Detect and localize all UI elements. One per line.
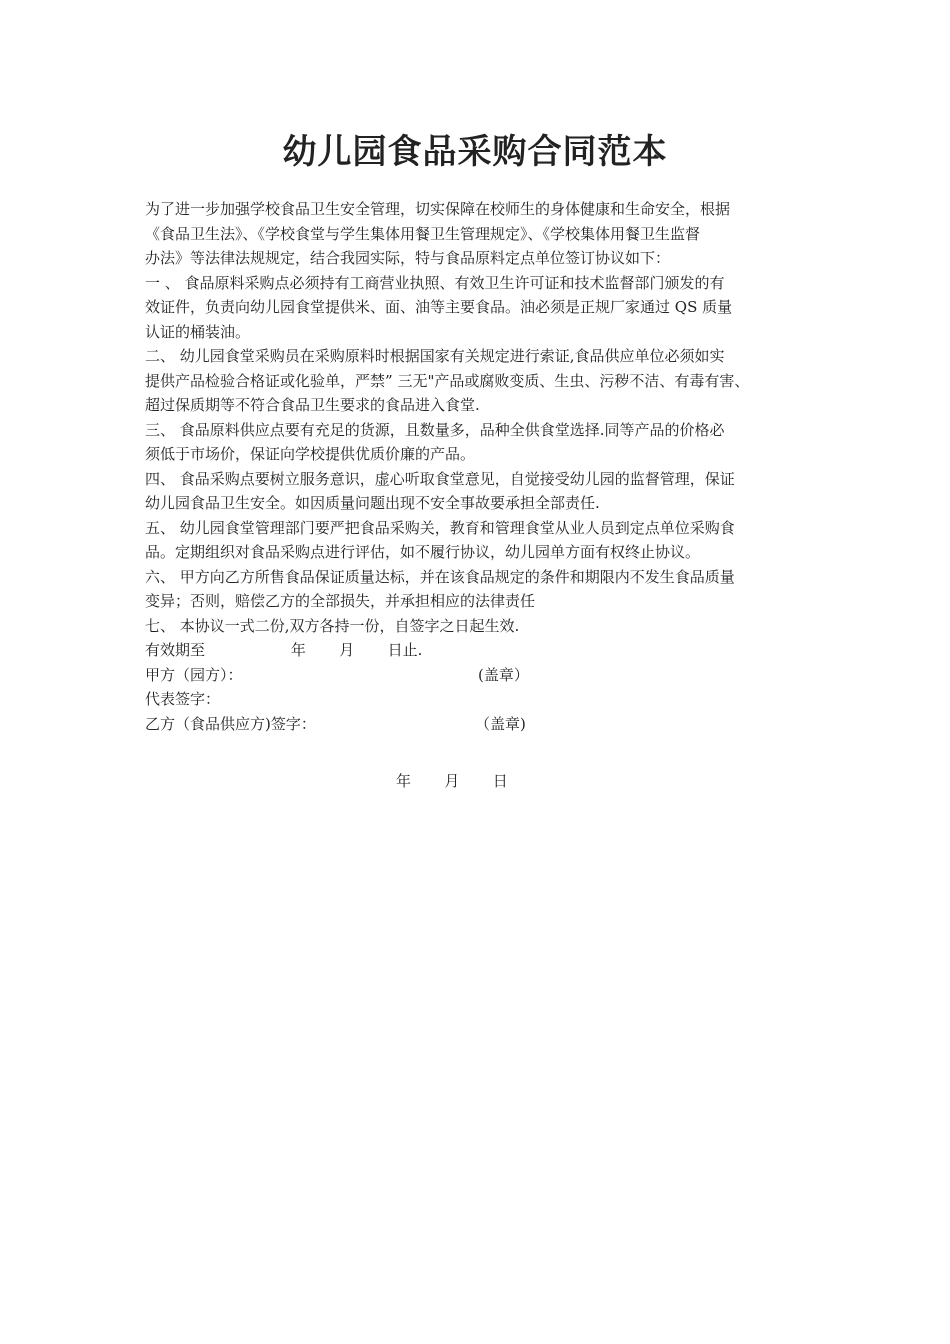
clause-line: 品。定期组织对食品采购点进行评估，如不履行协议，幼儿园单方面有权终止协议。 bbox=[145, 543, 701, 561]
intro-line: 办法》等法律法规规定，结合我园实际，特与食品原料定点单位签订协议如下： bbox=[145, 249, 671, 267]
clause-line: 三、 食品原料供应点要有充足的货源，且数量多，品种全供食堂选择.同等产品的价格必 bbox=[145, 420, 725, 439]
clause-7 bbox=[145, 614, 825, 639]
clause-line: 提供产品检验合格证或化验单，严禁” 三无"产品或腐败变质、生虫、污秽不洁、有毒有害、 bbox=[145, 371, 750, 390]
clause-6 bbox=[145, 565, 825, 614]
clause-5 bbox=[145, 516, 825, 565]
clause-4 bbox=[145, 467, 825, 516]
clause-line: 六、 甲方向乙方所售食品保证质量达标，并在该食品规定的条件和期限内不发生食品质量 bbox=[145, 567, 735, 586]
party-a-seal: (盖章） bbox=[478, 665, 529, 684]
document-title: 幼儿园食品采购合同范本 bbox=[282, 132, 668, 172]
clause-line: 四、 食品采购点要树立服务意识，虚心听取食堂意见，自觉接受幼儿园的监督管理，保证 bbox=[145, 469, 735, 488]
clause-line: 五、 幼儿园食堂管理部门要严把食品采购关，教育和管理食堂从业人员到定点单位采购食 bbox=[145, 518, 735, 537]
clause-line: 认证的桶装油。 bbox=[145, 322, 251, 341]
document-body bbox=[145, 197, 825, 736]
intro-paragraph bbox=[145, 197, 825, 271]
clause-line: 变异；否则，赔偿乙方的全部损失，并承担相应的法律责任 bbox=[145, 592, 536, 610]
clause-line: 二、 幼儿园食堂采购员在采购原料时根据国家有关规定进行索证,食品供应单位必须如实 bbox=[145, 347, 725, 365]
party-b-label: 乙方（食品供应方)签字： bbox=[145, 714, 316, 733]
signing-date: 年 月 日 bbox=[396, 772, 508, 790]
clause-3 bbox=[145, 418, 825, 467]
party-b-row bbox=[145, 712, 825, 737]
clause-line: 七、 本协议一式二份,双方各持一份，自签字之日起生效. bbox=[145, 616, 520, 635]
clause-line: 效证件，负责向幼儿园食堂提供米、面、油等主要食品。油必须是正规厂家通过 QS 质量 bbox=[145, 298, 733, 316]
clause-2 bbox=[145, 344, 825, 418]
party-b-seal: （盖章) bbox=[475, 714, 526, 733]
validity-line: 有效期至 年 月 日止. bbox=[145, 641, 423, 659]
clause-line: 幼儿园食品卫生安全。如因质量问题出现不安全事故要承担全部责任. bbox=[145, 494, 600, 512]
clause-line: 超过保质期等不符合食品卫生要求的食品进入食堂. bbox=[145, 396, 480, 414]
clause-line: 一 、 食品原料采购点必须持有工商营业执照、有效卫生许可证和技术监督部门颁发的有 bbox=[145, 273, 725, 292]
representative-label: 代表签字： bbox=[145, 690, 221, 708]
clause-line: 须低于市场价，保证向学校提供优质价廉的产品。 bbox=[145, 445, 476, 463]
party-a-label: 甲方（园方）： bbox=[145, 665, 243, 684]
clause-1 bbox=[145, 271, 825, 345]
party-a-row bbox=[145, 663, 825, 688]
intro-line: 为了进一步加强学校食品卫生安全管理，切实保障在校师生的身体健康和生命安全，根据 bbox=[145, 200, 731, 218]
intro-line: 《食品卫生法》、《学校食堂与学生集体用餐卫生管理规定》、《学校集体用餐卫生监督 bbox=[145, 224, 701, 243]
